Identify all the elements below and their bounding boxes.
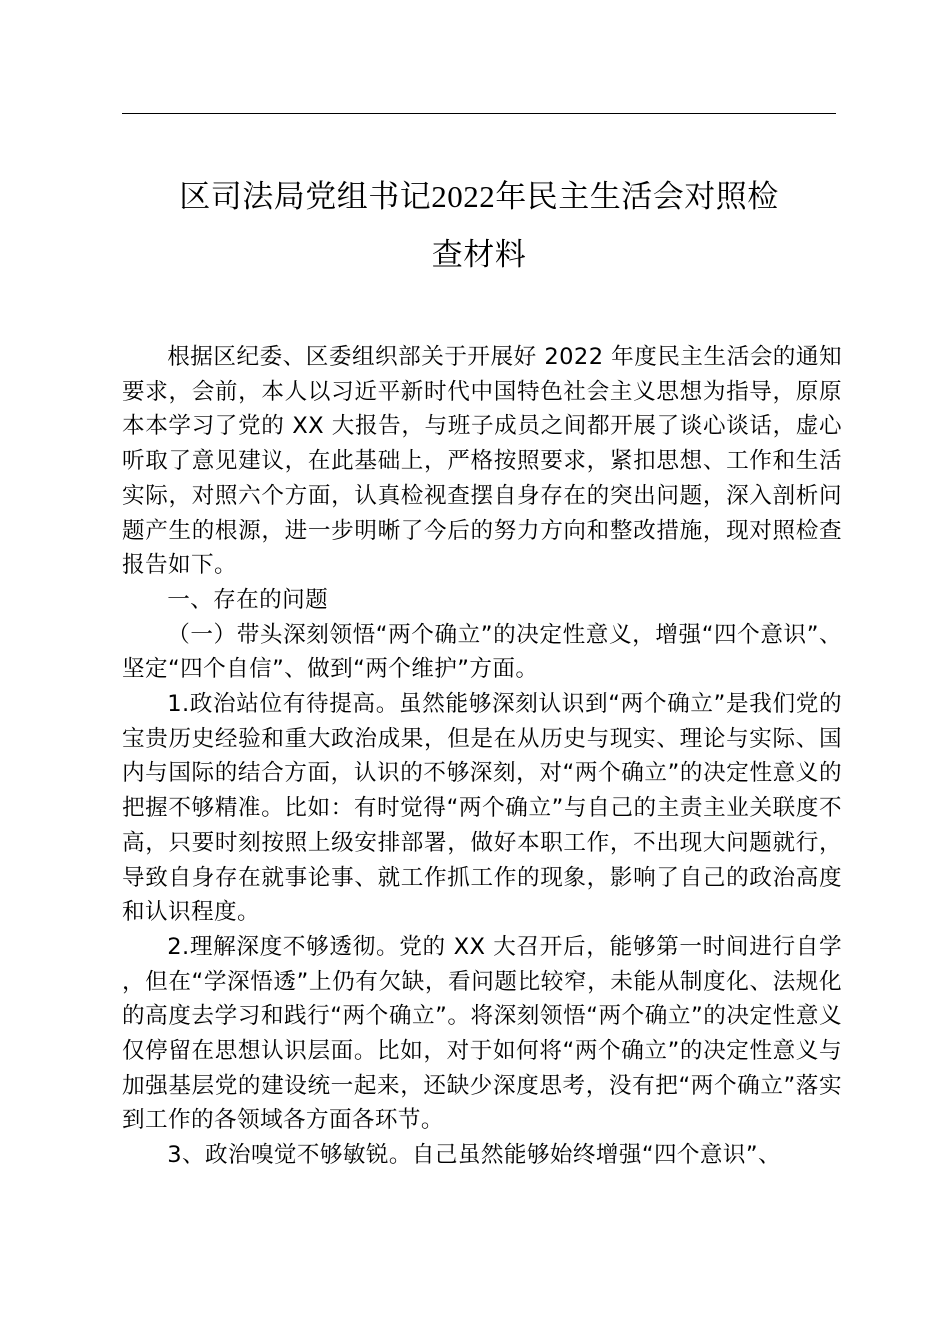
paragraph-item-3: 3、政治嗅觉不够敏锐。自己虽然能够始终增强“四个意识”、 <box>167 1142 782 1169</box>
title-line2: 查材料 <box>431 237 527 273</box>
header-rule <box>122 113 836 114</box>
title-line1-prefix: 区司法局党组书记 <box>179 179 432 215</box>
paragraph-intro: 根据区纪委、区委组织部关于开展好 2022 年度民主生活会的通知要求，会前，本人以习近平新时代中国特色社会主义思想为指导，原原本本学习了党的 XX 大报告，与班子成员之间都开展了谈心谈话，虚心听取了意见建议，在此基础上，严格按照要求，紧扣思想、工作和生活实际，对照六个方面，认真检视查摆自身存在的突出问题，深入剖析问题产生的根源，进一步明晰了今后的努力方向和整改措施，现对照检查报告如下。 <box>122 344 842 579</box>
subsection-heading-1: （一）带头深刻领悟“两个确立”的决定性意义，增强“四个意识”、坚定“四个自信”、做到“两个维护”方面。 <box>122 621 842 683</box>
paragraph-item-1: 1.政治站位有待提高。虽然能够深刻认识到“两个确立”是我们党的宝贵历史经验和重大政治成果，但是在从历史与现实、理论与实际、国内与国际的结合方面，认识的不够深刻，对“两个确立”的决定性意义的把握不够精准。比如：有时觉得“两个确立”与自己的主责主业关联度不高，只要时刻按照上级安排部署，做好本职工作，不出现大问题就行，导致自身存在就事论事、就工作抓工作的现象，影响了自己的政治高度和认识程度。 <box>122 691 842 926</box>
section-heading-issues: 一、存在的问题 <box>167 586 329 613</box>
document-title <box>122 168 836 284</box>
title-line1-suffix: 年民主生活会对照检 <box>495 179 779 215</box>
body-text <box>122 340 842 1173</box>
title-line1-year: 2022 <box>431 179 496 214</box>
paragraph-item-2: 2.理解深度不够透彻。党的 XX 大召开后，能够第一时间进行自学，但在“学深悟透”上仍有欠缺，看问题比较窄，未能从制度化、法规化的高度去学习和践行“两个确立”。将深刻领悟“两个确立”的决定性意义仅停留在思想认识层面。比如，对于如何将“两个确立”的决定性意义与加强基层党的建设统一起来，还缺少深度思考，没有把“两个确立”落实到工作的各领域各方面各环节。 <box>122 933 842 1134</box>
